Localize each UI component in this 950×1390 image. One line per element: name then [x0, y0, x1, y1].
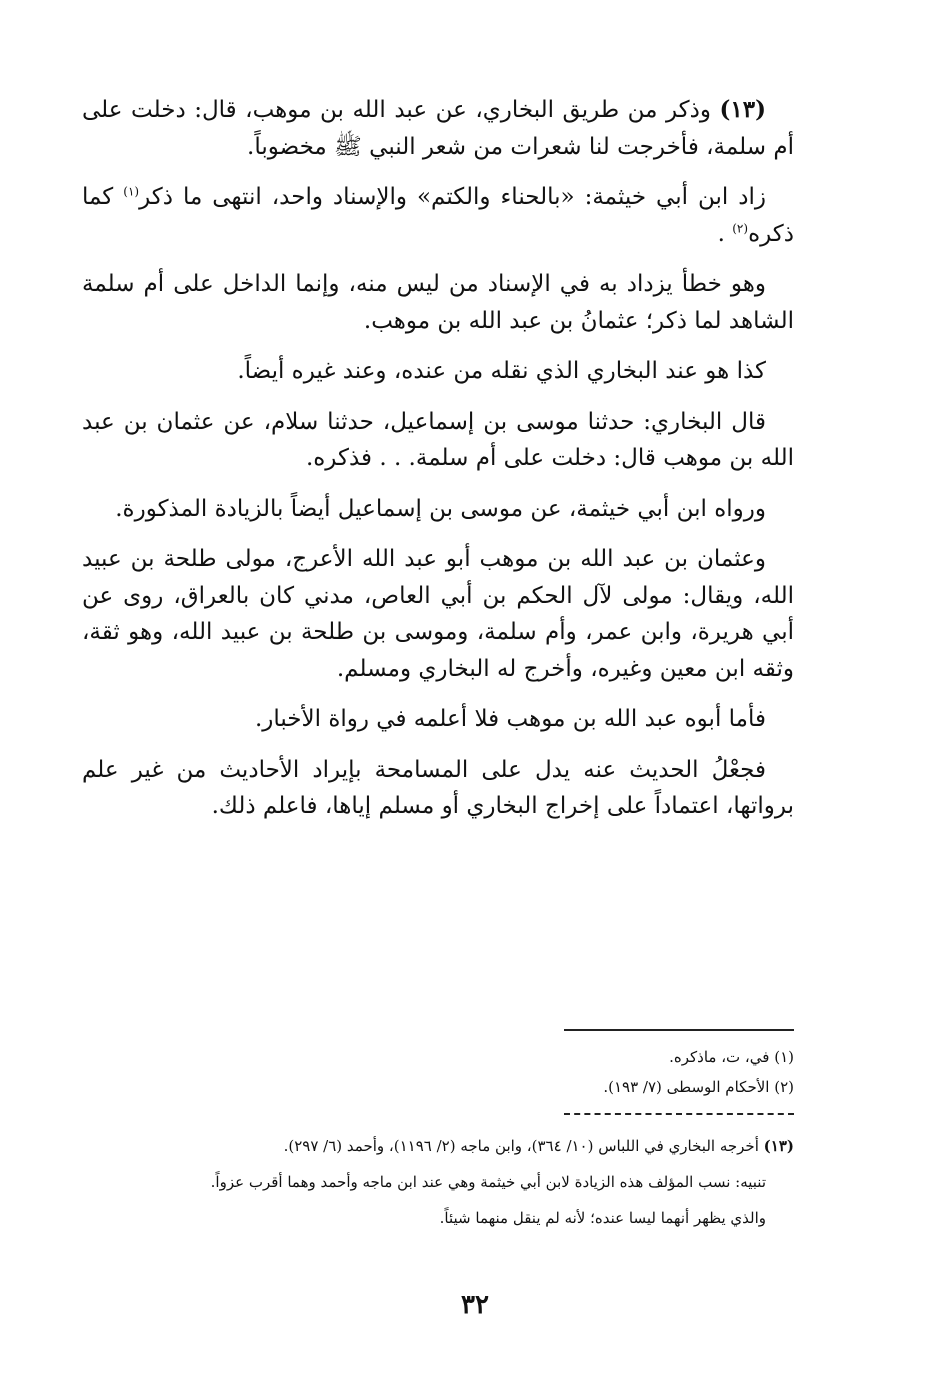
- footnote-text: الأحكام الوسطى (٧/ ١٩٣).: [603, 1078, 770, 1096]
- footnote-2: [82, 1072, 794, 1102]
- notes-line-1: [82, 1128, 794, 1164]
- footnote-divider: [564, 1029, 794, 1031]
- footnotes: [82, 1042, 794, 1102]
- paragraph-2-text-cont: كما ذكره: [82, 184, 794, 247]
- notes-text-1: أخرجه البخاري في اللباس (١٠/ ٣٦٤)، وابن ماجه (٢/ ١١٩٦)، وأحمد (٦/ ٢٩٧).: [283, 1137, 759, 1155]
- paragraph-1: [82, 92, 794, 165]
- paragraph-4: كذا هو عند البخاري الذي نقله من عنده، وعند غيره أيضاً.: [237, 358, 766, 384]
- paragraph-2-text-end: .: [717, 220, 733, 247]
- footnote-marker: (١): [774, 1048, 794, 1066]
- notes-marker: (١٣): [763, 1137, 794, 1155]
- footnote-1: [82, 1042, 794, 1072]
- paragraph-9: فجعْلُ الحديث عنه يدل على المسامحة بإيراد الأحاديث من غير علم برواتها، اعتماداً على إخراج البخاري أو مسلم إياها، فاعلم ذلك.: [82, 756, 794, 819]
- notes-line-2: تنبيه: نسب المؤلف هذه الزيادة لابن أبي خيثمة وهي عند ابن ماجه وأحمد وهما أقرب عزواً.: [210, 1173, 766, 1191]
- paragraph-2: [82, 179, 794, 252]
- paragraph-8: فأما أبوه عبد الله بن موهب فلا أعلمه في رواة الأخبار.: [254, 706, 766, 732]
- hadith-number: (١٣): [719, 96, 766, 123]
- paragraph-2-text: زاد ابن أبي خيثمة: «بالحناء والكتم» والإسناد واحد، انتهى ما ذكر: [139, 184, 766, 210]
- footnote-marker: (٢): [774, 1078, 794, 1096]
- footnote-ref-1: (١): [123, 184, 140, 199]
- notes-line-3: والذي يظهر أنهما ليسا عنده؛ لأنه لم ينقل منهما شيئاً.: [439, 1209, 766, 1227]
- page-number: ٣٢: [461, 1290, 489, 1320]
- paragraph-7: وعثمان بن عبد الله بن موهب أبو عبد الله الأعرج، مولى طلحة بن عبيد الله، ويقال: مولى لآل الحكم بن أبي العاص، مدني كان بالعراق، روى عن أبي هريرة، وابن عمر، وأم سلمة، وموسى بن طلحة بن عبيد الله، وهو ثقة، وثقه ابن معين وغيره، وأخرج له البخاري ومسلم.: [82, 546, 794, 682]
- paragraph-3: وهو خطأ يزداد به في الإسناد من ليس منه، وإنما الداخل على أم سلمة الشاهد لما ذكر؛ عثمانُ بن عبد الله بن موهب.: [82, 271, 794, 334]
- paragraph-6: ورواه ابن أبي خيثمة، عن موسى بن إسماعيل أيضاً بالزيادة المذكورة.: [115, 495, 766, 522]
- paragraph-1-text: وذكر من طريق البخاري، عن عبد الله بن موهب، قال: دخلت على أم سلمة، فأخرجت لنا شعرات من شعر النبي ﷺ مخضوباً.: [82, 97, 794, 160]
- notes-divider: [564, 1113, 794, 1115]
- footnote-ref-2: (٢): [732, 220, 749, 235]
- footnote-text: في، ت، ماذكره.: [669, 1048, 770, 1066]
- paragraph-5: قال البخاري: حدثنا موسى بن إسماعيل، حدثنا سلام، عن عثمان بن عبد الله بن موهب قال: دخلت على أم سلمة. . . فذكره.: [82, 408, 794, 471]
- main-text: [82, 92, 794, 839]
- editor-notes: [82, 1128, 794, 1236]
